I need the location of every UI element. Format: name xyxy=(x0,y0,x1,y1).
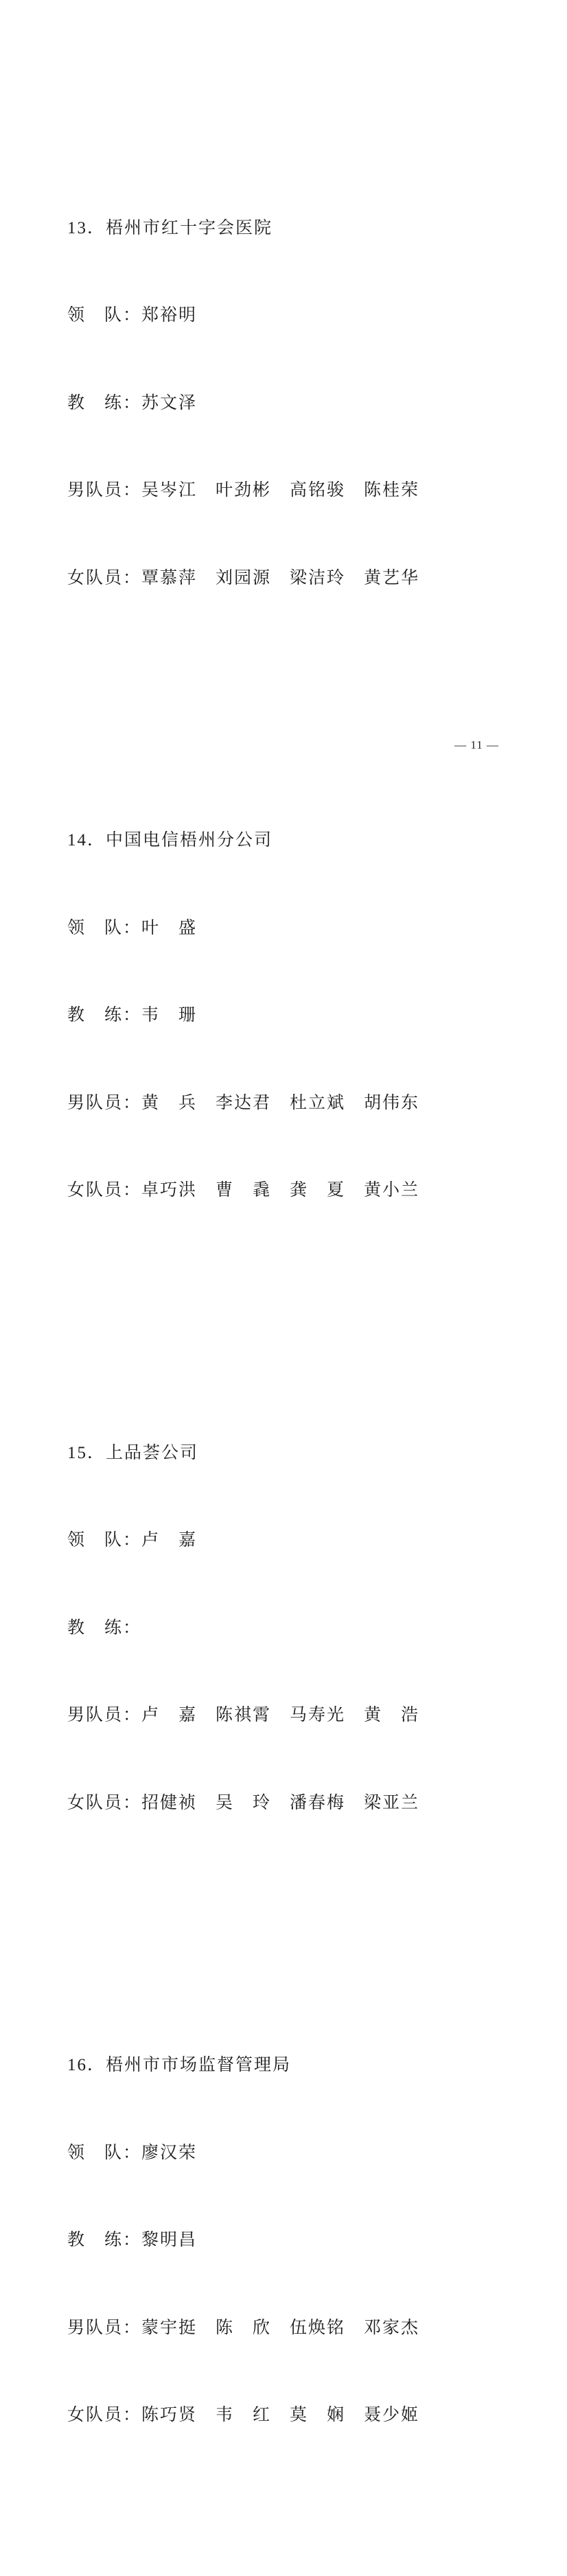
coach-line xyxy=(67,2226,419,2256)
team-number: 13． xyxy=(67,218,106,237)
coach-line xyxy=(67,1001,419,1031)
leader-line xyxy=(67,914,419,944)
male-members: 卢 嘉 陈祺霄 马寿光 黄 浩 xyxy=(141,1706,420,1724)
male-members-label: 男队员： xyxy=(67,481,142,500)
male-members-line xyxy=(67,1701,419,1731)
female-members-line xyxy=(67,1789,419,1818)
leader-name: 郑裕明 xyxy=(141,306,198,325)
team-list xyxy=(67,68,419,2576)
female-members-label: 女队员： xyxy=(67,1181,142,1199)
male-members-label: 男队员： xyxy=(67,1093,142,1112)
team-title xyxy=(67,2051,419,2081)
male-members: 蒙宇挺 陈 欣 伍焕铭 邓家杰 xyxy=(141,2318,420,2337)
female-members: 陈巧贤 韦 红 莫 娴 聂少姬 xyxy=(141,2406,420,2424)
team-section-13 xyxy=(67,156,419,652)
coach-label: 教 练： xyxy=(67,1006,142,1024)
team-name: 梧州市红十字会医院 xyxy=(106,218,273,237)
male-members-label: 男队员： xyxy=(67,2318,142,2337)
team-section-16 xyxy=(67,1993,419,2489)
female-members-line xyxy=(67,2401,419,2431)
female-members-line xyxy=(67,1176,419,1206)
coach-label: 教 练： xyxy=(67,2231,142,2249)
leader-line xyxy=(67,2139,419,2168)
leader-name: 叶 盛 xyxy=(141,918,198,937)
leader-name: 卢 嘉 xyxy=(141,1531,198,1549)
leader-line xyxy=(67,301,419,331)
female-members-label: 女队员： xyxy=(67,1793,142,1812)
female-members-label: 女队员： xyxy=(67,2406,142,2424)
leader-name: 廖汉荣 xyxy=(141,2143,198,2162)
leader-label: 领 队： xyxy=(67,2143,142,2162)
page-number: — 11 — xyxy=(454,738,499,751)
female-members-line xyxy=(67,564,419,594)
coach-line xyxy=(67,389,419,419)
leader-label: 领 队： xyxy=(67,918,142,937)
leader-label: 领 队： xyxy=(67,306,142,325)
leader-label: 领 队： xyxy=(67,1531,142,1549)
female-members: 覃慕萍 刘园源 梁洁玲 黄艺华 xyxy=(141,568,420,587)
male-members: 黄 兵 李达君 杜立斌 胡伟东 xyxy=(141,1093,420,1112)
team-number: 14． xyxy=(67,831,106,850)
leader-line xyxy=(67,1526,419,1556)
male-members-line xyxy=(67,1089,419,1119)
team-title xyxy=(67,826,419,856)
team-title xyxy=(67,1439,419,1468)
team-title xyxy=(67,214,419,244)
male-members-line xyxy=(67,476,419,506)
team-section-14 xyxy=(67,768,419,1264)
team-number: 16． xyxy=(67,2056,106,2074)
male-members-label: 男队员： xyxy=(67,1706,142,1724)
female-members: 卓巧洪 曹 毳 龚 夏 黄小兰 xyxy=(141,1181,420,1199)
coach-name: 黎明昌 xyxy=(141,2231,198,2249)
coach-label: 教 练： xyxy=(67,393,142,412)
male-members: 吴岑江 叶劲彬 高铭骏 陈桂荣 xyxy=(141,481,420,500)
female-members: 招健祯 吴 玲 潘春梅 梁亚兰 xyxy=(141,1793,420,1812)
coach-label: 教 练： xyxy=(67,1618,142,1637)
team-number: 15． xyxy=(67,1443,106,1462)
team-section-15 xyxy=(67,1381,419,1877)
team-name: 中国电信梧州分公司 xyxy=(106,831,273,850)
team-name: 梧州市市场监督管理局 xyxy=(106,2056,292,2074)
coach-name: 苏文泽 xyxy=(141,393,198,412)
coach-name: 韦 珊 xyxy=(141,1006,198,1024)
coach-line xyxy=(67,1614,419,1643)
team-name: 上品荟公司 xyxy=(106,1443,199,1462)
female-members-label: 女队员： xyxy=(67,568,142,587)
male-members-line xyxy=(67,2314,419,2343)
